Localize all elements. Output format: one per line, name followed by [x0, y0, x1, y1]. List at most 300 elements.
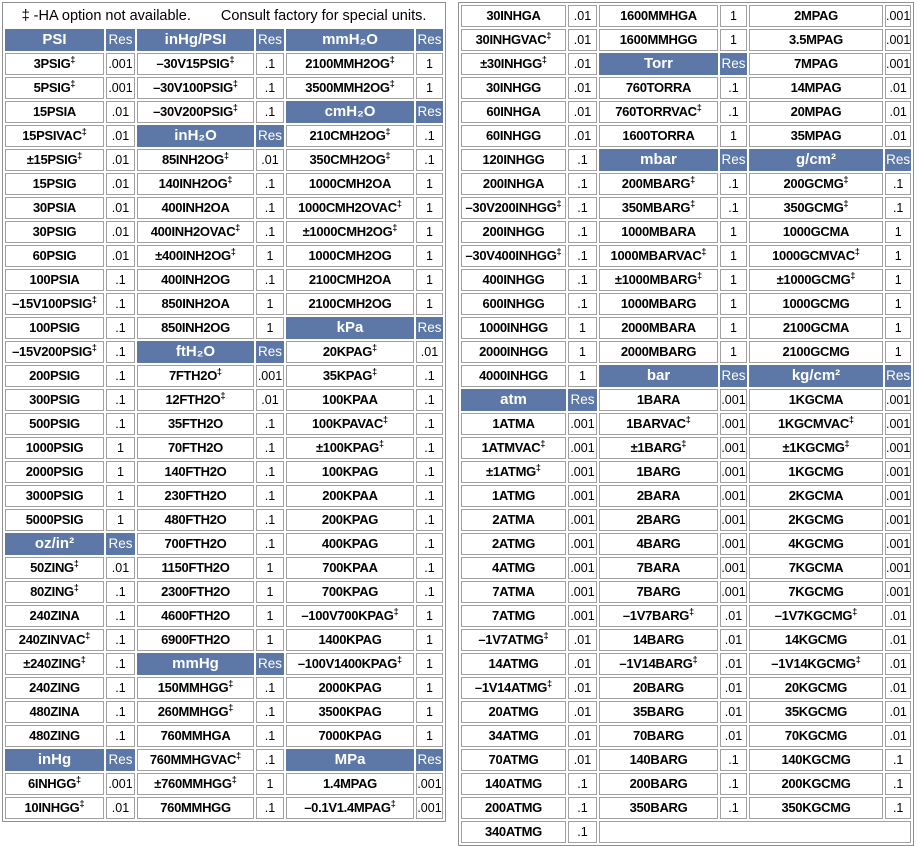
unit-range-cell: 400KPAG	[286, 533, 414, 555]
resolution-cell: .01	[106, 173, 135, 195]
resolution-cell: 1	[256, 629, 284, 651]
resolution-cell: .01	[885, 125, 911, 147]
resolution-cell: .001	[106, 53, 135, 75]
table-row	[5, 557, 443, 579]
res-column-header: Res	[256, 653, 284, 675]
unit-range-cell: 2BARA	[599, 485, 718, 507]
table-row	[5, 605, 443, 627]
table-row	[461, 101, 911, 123]
unit-range-cell: 2BARG	[599, 509, 718, 531]
resolution-cell: 1	[256, 605, 284, 627]
unit-range-cell: 140ATMG	[461, 773, 566, 795]
unit-range-cell: 7BARG	[599, 581, 718, 603]
section-header-mmhg: mmHg	[137, 653, 254, 675]
resolution-cell: .1	[256, 725, 284, 747]
resolution-cell: .1	[256, 437, 284, 459]
resolution-cell: .1	[568, 773, 597, 795]
unit-range-cell: 1000CMH2OVAC‡	[286, 197, 414, 219]
resolution-cell: 1	[106, 509, 135, 531]
resolution-cell: 1	[720, 317, 747, 339]
resolution-cell: .01	[885, 629, 911, 651]
resolution-cell: .01	[256, 149, 284, 171]
unit-range-cell: 2100GCMA	[749, 317, 883, 339]
unit-range-cell: 7000KPAG	[286, 725, 414, 747]
unit-range-cell: 35KGCMG	[749, 701, 883, 723]
section-header-inhg: inHg	[5, 749, 104, 771]
unit-range-cell: 760MMHGG	[137, 797, 254, 819]
resolution-cell: 1	[568, 341, 597, 363]
table-row	[5, 293, 443, 315]
unit-range-cell: 4KGCMG	[749, 533, 883, 555]
table-row	[461, 461, 911, 483]
resolution-cell: .01	[720, 653, 747, 675]
unit-range-cell: 3.5MPAG	[749, 29, 883, 51]
table-row	[461, 605, 911, 627]
table-row	[5, 701, 443, 723]
table-row	[461, 269, 911, 291]
unit-range-cell: 230FTH2O	[137, 485, 254, 507]
table-row	[5, 317, 443, 339]
resolution-cell: .1	[416, 485, 443, 507]
section-header-g-cm: g/cm²	[749, 149, 883, 171]
resolution-cell: 1	[256, 293, 284, 315]
unit-range-cell: 480ZINA	[5, 701, 104, 723]
dagger-marker: ‡	[540, 438, 546, 449]
unit-range-cell: 1000CMH2OA	[286, 173, 414, 195]
resolution-cell: .01	[885, 653, 911, 675]
resolution-cell: .01	[568, 53, 597, 75]
resolution-cell: .001	[885, 413, 911, 435]
unit-range-cell: 240ZINVAC‡	[5, 629, 104, 651]
resolution-cell: .1	[885, 197, 911, 219]
resolution-cell: .001	[885, 485, 911, 507]
unit-range-cell: 20BARG	[599, 677, 718, 699]
resolution-cell: .1	[106, 413, 135, 435]
resolution-cell: .001	[568, 605, 597, 627]
dagger-marker: ‡	[220, 390, 226, 401]
resolution-cell: .001	[720, 581, 747, 603]
dagger-marker: ‡	[389, 78, 395, 89]
section-header-oz-in: oz/in²	[5, 533, 104, 555]
dagger-marker: ‡	[372, 366, 378, 377]
table-row	[461, 389, 911, 411]
resolution-cell: .1	[106, 581, 135, 603]
table-row	[5, 749, 443, 771]
res-column-header: Res	[106, 749, 135, 771]
resolution-cell: .1	[568, 197, 597, 219]
resolution-cell: 1	[256, 557, 284, 579]
unit-range-cell: 20KGCMG	[749, 677, 883, 699]
unit-range-cell: 760TORRVAC‡	[599, 101, 718, 123]
resolution-cell: .1	[720, 77, 747, 99]
dagger-marker: ‡	[855, 654, 861, 665]
table-row	[461, 413, 911, 435]
resolution-cell: .1	[416, 389, 443, 411]
resolution-cell: .001	[568, 557, 597, 579]
resolution-cell: .1	[416, 365, 443, 387]
resolution-cell: 1	[256, 317, 284, 339]
unit-range-cell: 7KGCMG	[749, 581, 883, 603]
unit-range-cell: 1KGCMG	[749, 461, 883, 483]
resolution-cell: .1	[106, 677, 135, 699]
dagger-marker: ‡	[852, 606, 858, 617]
unit-range-cell: –30V200PSIG‡	[137, 101, 254, 123]
unit-range-cell: 1ATMVAC‡	[461, 437, 566, 459]
unit-range-cell: ±1BARG‡	[599, 437, 718, 459]
section-header-mpa: MPa	[286, 749, 414, 771]
resolution-cell: .001	[568, 533, 597, 555]
dagger-marker: ‡	[844, 438, 850, 449]
unit-range-cell: 35MPAG	[749, 125, 883, 147]
resolution-cell: .1	[256, 749, 284, 771]
table-row	[5, 461, 443, 483]
resolution-cell: 1	[416, 269, 443, 291]
unit-range-cell: 2000MBARA	[599, 317, 718, 339]
resolution-cell: .001	[416, 773, 443, 795]
empty-cell	[599, 821, 911, 843]
unit-range-cell: –1V7ATMG‡	[461, 629, 566, 651]
resolution-cell: .1	[720, 797, 747, 819]
section-header-bar: bar	[599, 365, 718, 387]
unit-range-cell: 2100MMH2OG‡	[286, 53, 414, 75]
unit-range-cell: –100V700KPAG‡	[286, 605, 414, 627]
table-row	[5, 245, 443, 267]
resolution-cell: .1	[256, 485, 284, 507]
unit-range-cell: 20MPAG	[749, 101, 883, 123]
resolution-cell: .01	[568, 101, 597, 123]
res-column-header: Res	[416, 101, 443, 123]
resolution-cell: .001	[720, 557, 747, 579]
table-row	[5, 125, 443, 147]
unit-range-cell: 30PSIG	[5, 221, 104, 243]
resolution-cell: .001	[885, 557, 911, 579]
resolution-cell: .001	[885, 509, 911, 531]
dagger-marker: ‡	[850, 270, 856, 281]
dagger-marker: ‡	[228, 702, 234, 713]
unit-range-cell: 760MMHGVAC‡	[137, 749, 254, 771]
resolution-cell: .1	[416, 413, 443, 435]
resolution-cell: .1	[256, 53, 284, 75]
resolution-cell: 1	[106, 437, 135, 459]
table-row	[5, 797, 443, 819]
resolution-cell: .01	[568, 653, 597, 675]
dagger-marker: ‡	[690, 174, 696, 185]
dagger-marker: ‡	[229, 54, 235, 65]
unit-range-cell: 480FTH2O	[137, 509, 254, 531]
unit-range-cell: ±400INH2OG‡	[137, 245, 254, 267]
resolution-cell: 1	[416, 221, 443, 243]
dagger-marker: ‡	[681, 438, 687, 449]
resolution-cell: .001	[568, 485, 597, 507]
table-row	[461, 533, 911, 555]
table-row	[461, 797, 911, 819]
unit-range-cell: 1ATMG	[461, 485, 566, 507]
resolution-cell: .001	[885, 437, 911, 459]
resolution-cell: .1	[256, 197, 284, 219]
unit-range-cell: 340ATMG	[461, 821, 566, 843]
resolution-cell: 1	[720, 29, 747, 51]
dagger-marker: ‡	[547, 678, 553, 689]
table-row	[5, 485, 443, 507]
resolution-cell: .01	[106, 245, 135, 267]
resolution-cell: 1	[416, 605, 443, 627]
dagger-marker: ‡	[232, 102, 238, 113]
resolution-cell: .01	[885, 701, 911, 723]
unit-range-cell: 2ATMG	[461, 533, 566, 555]
unit-range-cell: 140FTH2O	[137, 461, 254, 483]
resolution-cell: .01	[106, 221, 135, 243]
resolution-cell: .1	[416, 509, 443, 531]
section-header-inh-o: inH₂O	[137, 125, 254, 147]
unit-range-cell: 1600MMHGA	[599, 5, 718, 27]
unit-range-cell: 50ZING‡	[5, 557, 104, 579]
resolution-cell: .01	[256, 389, 284, 411]
table-row	[5, 197, 443, 219]
section-header-mbar: mbar	[599, 149, 718, 171]
resolution-cell: .001	[568, 413, 597, 435]
resolution-cell: .01	[568, 29, 597, 51]
resolution-cell: 1	[256, 773, 284, 795]
unit-range-cell: 2MPAG	[749, 5, 883, 27]
resolution-cell: .001	[106, 77, 135, 99]
unit-range-cell: 700KPAA	[286, 557, 414, 579]
resolution-cell: 1	[256, 581, 284, 603]
table-row	[5, 341, 443, 363]
resolution-cell: .001	[885, 581, 911, 603]
unit-range-cell: 200INHGA	[461, 173, 566, 195]
unit-range-cell: 15PSIG	[5, 173, 104, 195]
dagger-marker: ‡	[692, 654, 698, 665]
resolution-cell: 1	[416, 197, 443, 219]
table-row	[461, 317, 911, 339]
resolution-cell: .1	[416, 581, 443, 603]
dagger-marker: ‡	[385, 150, 391, 161]
resolution-cell: .001	[568, 437, 597, 459]
unit-range-cell: 6900FTH2O	[137, 629, 254, 651]
unit-range-cell: 350GCMG‡	[749, 197, 883, 219]
resolution-cell: .1	[256, 101, 284, 123]
unit-range-cell: 100KPAG	[286, 461, 414, 483]
unit-range-cell: 14ATMG	[461, 653, 566, 675]
table-row	[461, 677, 911, 699]
unit-range-cell: 200MBARG‡	[599, 173, 718, 195]
resolution-cell: 1	[885, 341, 911, 363]
table-row	[461, 125, 911, 147]
unit-range-cell: 700KPAG	[286, 581, 414, 603]
resolution-cell: .01	[106, 149, 135, 171]
unit-range-cell: 1000GCMG	[749, 293, 883, 315]
unit-range-cell: 2ATMA	[461, 509, 566, 531]
table-row	[461, 173, 911, 195]
resolution-cell: 1	[416, 53, 443, 75]
resolution-cell: .1	[256, 269, 284, 291]
unit-range-cell: 1ATMA	[461, 413, 566, 435]
section-header-kg-cm: kg/cm²	[749, 365, 883, 387]
resolution-cell: 1	[720, 125, 747, 147]
resolution-cell: 1	[720, 269, 747, 291]
unit-range-cell: 850INH2OA	[137, 293, 254, 315]
unit-range-cell: –30V100PSIG‡	[137, 77, 254, 99]
unit-range-cell: 2000MBARG	[599, 341, 718, 363]
unit-range-cell: 1KGCMA	[749, 389, 883, 411]
unit-range-cell: 350CMH2OG‡	[286, 149, 414, 171]
unit-range-cell: ±1000MBARG‡	[599, 269, 718, 291]
dagger-marker: ‡	[701, 246, 707, 257]
table-row	[461, 53, 911, 75]
resolution-cell: 1	[106, 485, 135, 507]
unit-range-cell: 3000PSIG	[5, 485, 104, 507]
resolution-cell: .1	[416, 461, 443, 483]
unit-range-cell: 2300FTH2O	[137, 581, 254, 603]
dagger-marker: ‡	[541, 54, 547, 65]
resolution-cell: .1	[256, 413, 284, 435]
unit-range-cell: –1V14KGCMG‡	[749, 653, 883, 675]
resolution-cell: 1	[416, 725, 443, 747]
table-row	[461, 341, 911, 363]
table-row	[5, 365, 443, 387]
resolution-cell: .001	[416, 797, 443, 819]
dagger-marker: ‡	[556, 198, 562, 209]
unit-range-cell: 15PSIA	[5, 101, 104, 123]
resolution-cell: .1	[568, 149, 597, 171]
resolution-cell: .1	[416, 437, 443, 459]
resolution-cell: .1	[568, 245, 597, 267]
unit-range-cell: 700FTH2O	[137, 533, 254, 555]
res-column-header: Res	[256, 125, 284, 147]
resolution-cell: .01	[416, 341, 443, 363]
section-header-atm: atm	[461, 389, 566, 411]
unit-range-cell: 6INHGG‡	[5, 773, 104, 795]
resolution-cell: 1	[885, 245, 911, 267]
dagger-marker: ‡	[546, 30, 552, 41]
dagger-marker: ‡	[236, 750, 242, 761]
unit-range-cell: 85INH2OG‡	[137, 149, 254, 171]
section-header-kpa: kPa	[286, 317, 414, 339]
unit-range-cell: 70BARG	[599, 725, 718, 747]
table-row	[5, 581, 443, 603]
res-column-header: Res	[256, 29, 284, 51]
unit-range-cell: 1BARA	[599, 389, 718, 411]
resolution-cell: .1	[106, 389, 135, 411]
unit-range-cell: 2KGCMA	[749, 485, 883, 507]
unit-range-cell: 1600TORRA	[599, 125, 718, 147]
resolution-cell: .1	[256, 701, 284, 723]
unit-range-cell: ±1KGCMG‡	[749, 437, 883, 459]
unit-range-cell: 1000MBARG	[599, 293, 718, 315]
resolution-cell: 1	[256, 245, 284, 267]
table-row	[461, 701, 911, 723]
unit-range-cell: 200PSIG	[5, 365, 104, 387]
table-row	[5, 509, 443, 531]
table-row	[5, 29, 443, 51]
dagger-marker: ‡	[70, 78, 76, 89]
resolution-cell: .01	[885, 677, 911, 699]
res-column-header: Res	[568, 389, 597, 411]
resolution-cell: .01	[568, 5, 597, 27]
resolution-cell: .01	[720, 677, 747, 699]
resolution-cell: .001	[720, 533, 747, 555]
res-column-header: Res	[720, 149, 747, 171]
table-row	[5, 773, 443, 795]
resolution-cell: .01	[568, 749, 597, 771]
dagger-marker: ‡	[556, 246, 562, 257]
dagger-marker: ‡	[854, 246, 860, 257]
unit-range-cell: 200KPAG	[286, 509, 414, 531]
unit-range-cell: 7FTH2O‡	[137, 365, 254, 387]
unit-range-cell: 3PSIG‡	[5, 53, 104, 75]
table-row	[5, 629, 443, 651]
dagger-marker: ‡	[393, 606, 399, 617]
resolution-cell: .01	[106, 557, 135, 579]
resolution-cell: .01	[568, 77, 597, 99]
table-row	[461, 653, 911, 675]
resolution-cell: .01	[568, 677, 597, 699]
unit-range-cell: –30V200INHGG‡	[461, 197, 566, 219]
dagger-marker: ‡	[228, 678, 234, 689]
dagger-marker: ‡	[227, 174, 233, 185]
dagger-marker: ‡	[689, 606, 695, 617]
resolution-cell: 1	[885, 269, 911, 291]
table-row	[5, 53, 443, 75]
unit-range-cell: 140BARG	[599, 749, 718, 771]
resolution-cell: .001	[256, 365, 284, 387]
dagger-marker: ‡	[230, 246, 236, 257]
dagger-marker: ‡	[73, 582, 79, 593]
unit-range-cell: 1.4MPAG	[286, 773, 414, 795]
unit-range-cell: 14BARG	[599, 629, 718, 651]
resolution-cell: 1	[568, 365, 597, 387]
resolution-cell: .1	[416, 149, 443, 171]
resolution-cell: .1	[256, 77, 284, 99]
unit-range-cell: 400INH2OA	[137, 197, 254, 219]
unit-range-cell: 2100GCMG	[749, 341, 883, 363]
unit-range-cell: 70FTH2O	[137, 437, 254, 459]
unit-range-cell: 80ZING‡	[5, 581, 104, 603]
resolution-cell: .01	[106, 125, 135, 147]
unit-range-cell: 4BARG	[599, 533, 718, 555]
res-column-header: Res	[416, 317, 443, 339]
resolution-cell: .1	[106, 269, 135, 291]
resolution-cell: 1	[885, 293, 911, 315]
resolution-cell: .1	[568, 797, 597, 819]
resolution-cell: .1	[106, 629, 135, 651]
unit-range-cell: 300PSIG	[5, 389, 104, 411]
resolution-cell: .001	[885, 29, 911, 51]
table-row	[5, 221, 443, 243]
table-body-left	[5, 5, 443, 819]
table-row	[461, 725, 911, 747]
resolution-cell: .1	[568, 293, 597, 315]
section-header-cmh-o: cmH₂O	[286, 101, 414, 123]
unit-range-cell: ±1ATMG‡	[461, 461, 566, 483]
unit-range-cell: 1000GCMVAC‡	[749, 245, 883, 267]
unit-range-cell: ±30INHGG‡	[461, 53, 566, 75]
footnote	[5, 5, 443, 27]
resolution-cell: .001	[106, 773, 135, 795]
resolution-cell: .01	[568, 629, 597, 651]
unit-range-cell: ±100KPAG‡	[286, 437, 414, 459]
unit-range-cell: 1KGCMVAC‡	[749, 413, 883, 435]
resolution-cell: 1	[885, 317, 911, 339]
footnote-text-consult: Consult factory for special units.	[220, 8, 427, 24]
unit-range-cell: 2KGCMG	[749, 509, 883, 531]
unit-range-cell: –1V14BARG‡	[599, 653, 718, 675]
resolution-cell: .1	[720, 101, 747, 123]
unit-range-cell: 60INHGA	[461, 101, 566, 123]
resolution-cell: .01	[885, 605, 911, 627]
table-row	[5, 101, 443, 123]
dagger-marker: ‡	[379, 438, 385, 449]
